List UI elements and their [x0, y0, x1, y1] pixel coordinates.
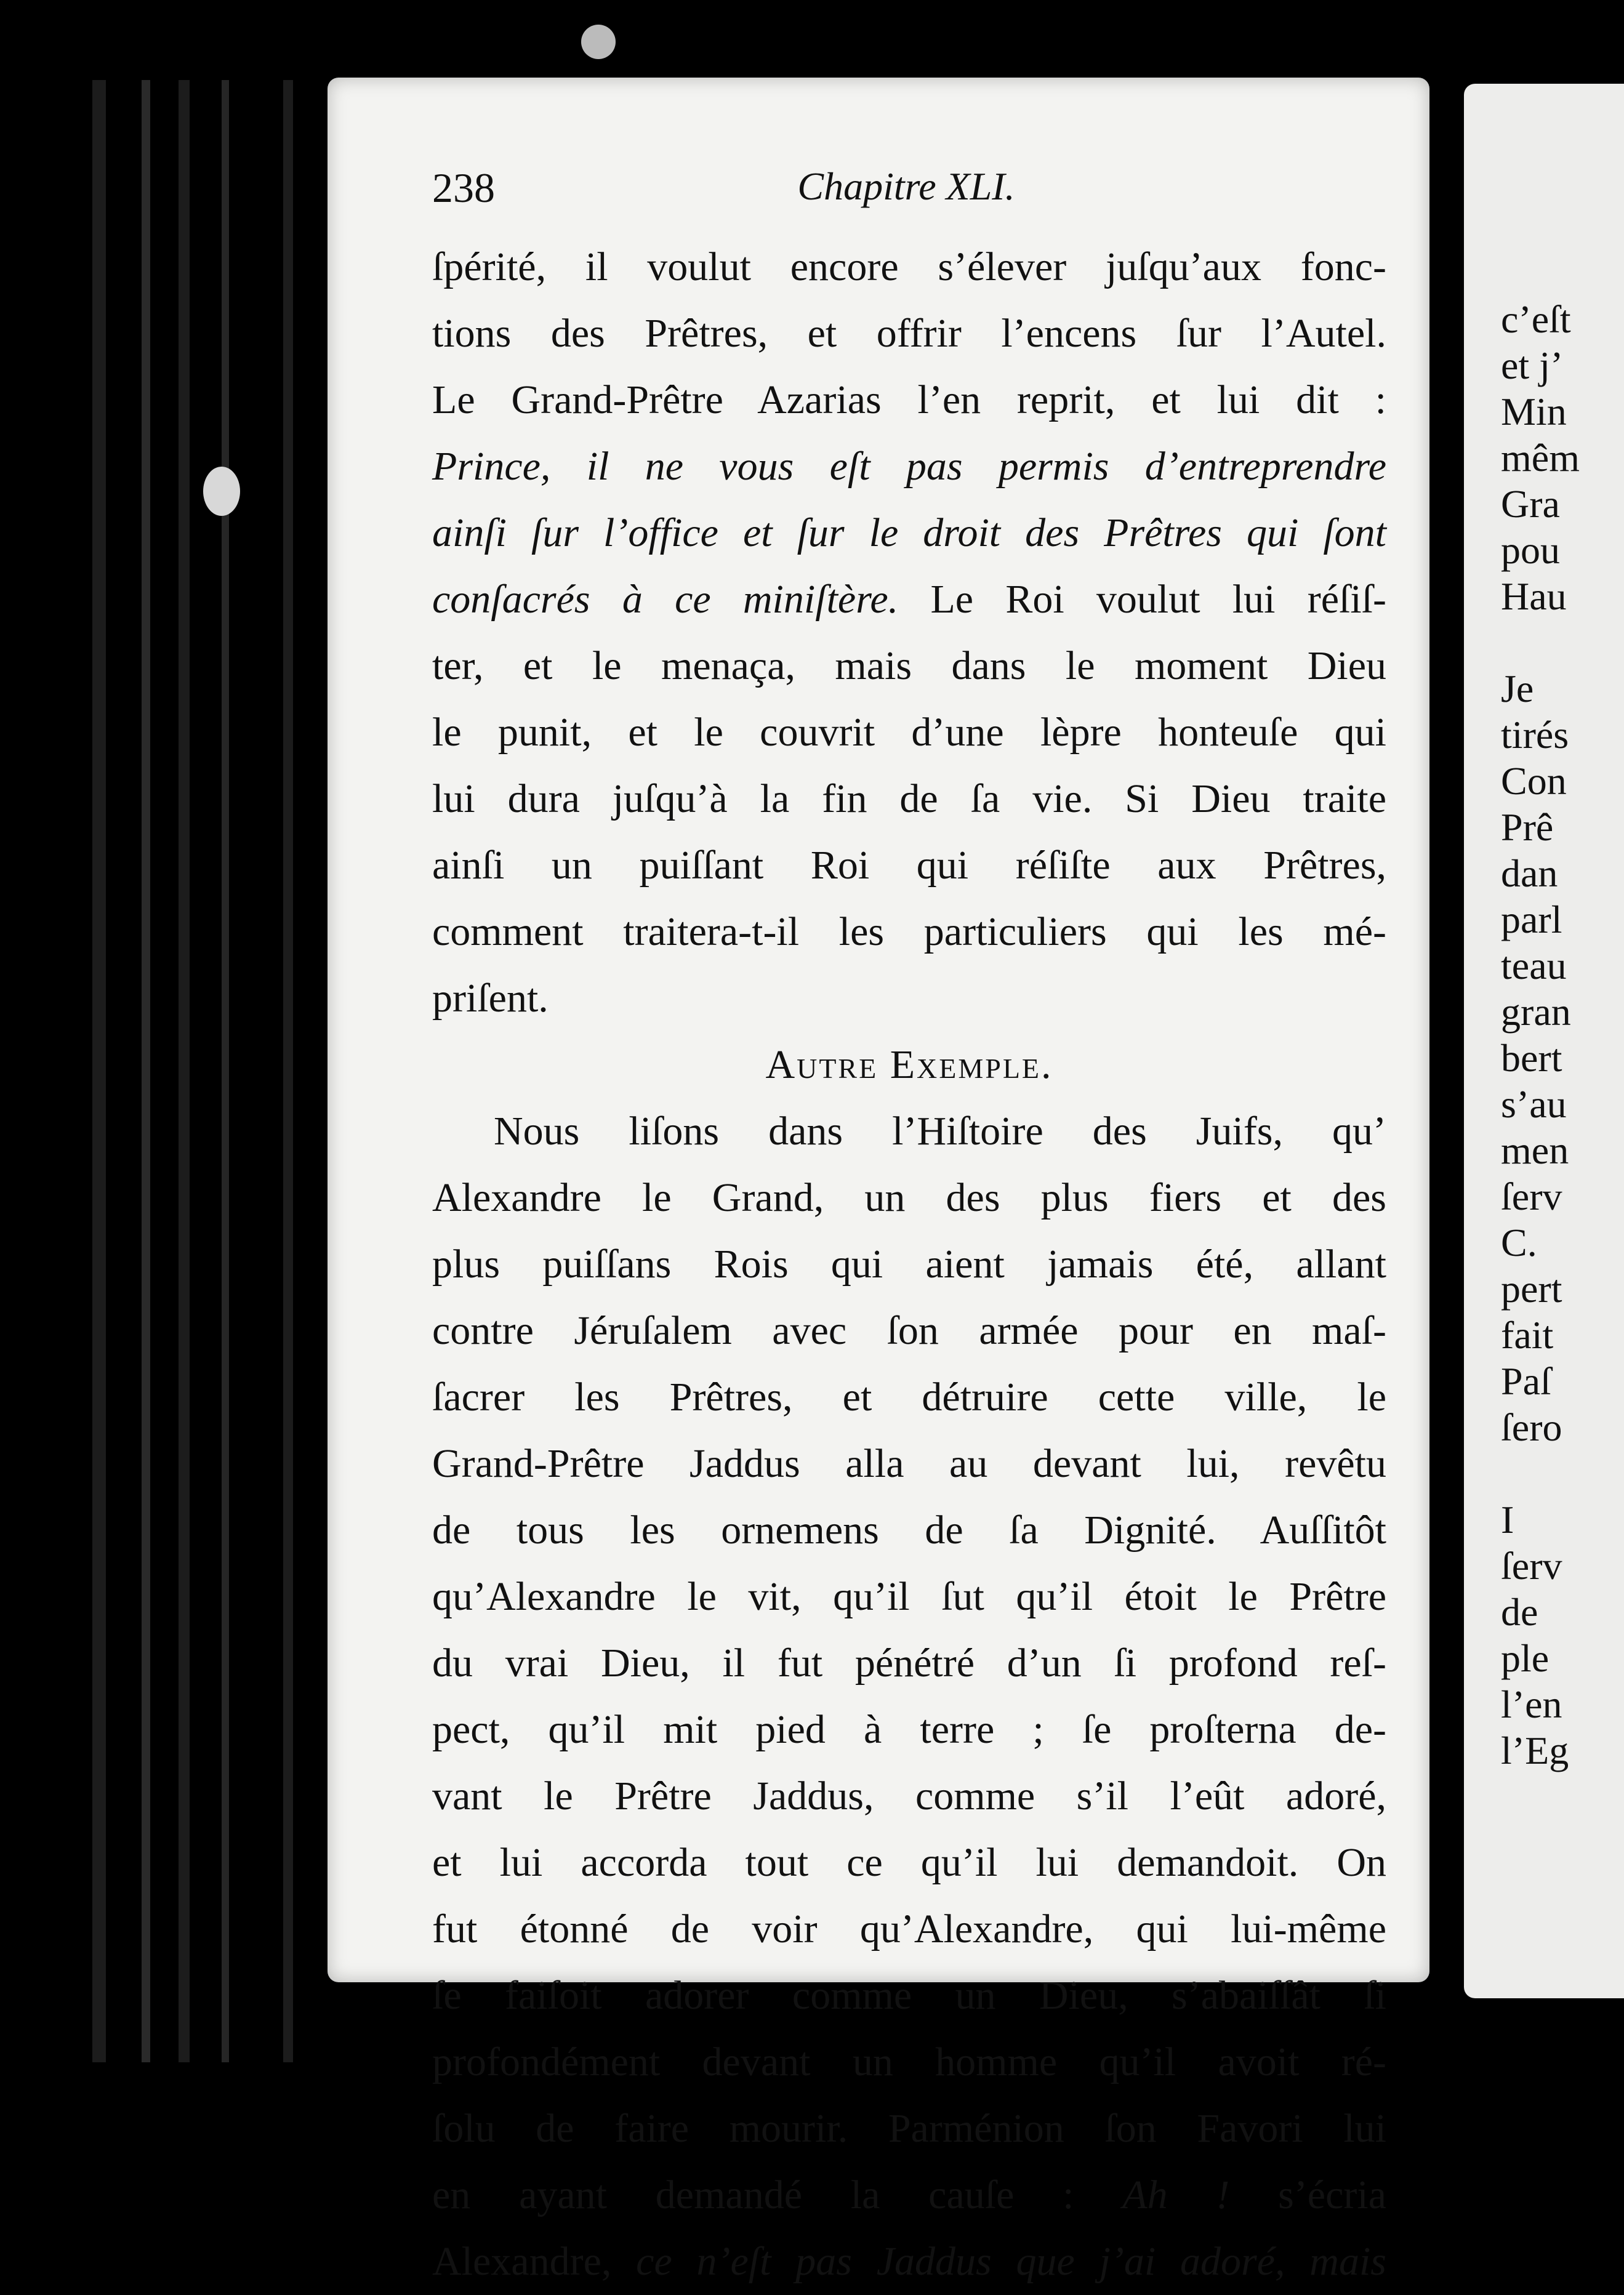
- text-segment: ſpérité, il voulut encore s’élever juſqu’aux fonc-: [432, 244, 1386, 289]
- text-segment: Le Grand-Prêtre Azarias l’en reprit, et lui dit :: [432, 377, 1386, 422]
- text-segment: vant le Prêtre Jaddus, comme s’il l’eût adoré,: [432, 1774, 1386, 1819]
- running-head: [432, 164, 1380, 225]
- text-segment: ſe faiſoit adorer comme un Dieu, s’abaiſſât ſi: [432, 1973, 1386, 2018]
- next-page-line: pou: [1501, 528, 1560, 572]
- text-line: [432, 633, 1386, 699]
- text-segment: conſacrés à ce miniſtère.: [432, 577, 899, 622]
- next-page-line: Con: [1501, 759, 1567, 803]
- text-segment: plus puiſſans Rois qui aient jamais été, allant: [432, 1242, 1386, 1287]
- text-segment: priſent.: [432, 976, 549, 1021]
- text-line: [432, 367, 1386, 433]
- text-line: [432, 2029, 1386, 2096]
- text-segment: en ayant demandé la cauſe :: [432, 2172, 1123, 2217]
- next-page-line: men: [1501, 1128, 1569, 1172]
- next-page-line: c’eſt: [1501, 297, 1571, 341]
- text-segment: et lui accorda tout ce qu’il lui demandoit. On: [432, 1840, 1386, 1885]
- text-segment: le punit, et le couvrit d’une lèpre honteuſe qui: [432, 710, 1386, 755]
- next-page-line: Paſ: [1501, 1359, 1551, 1403]
- text-line: [432, 2162, 1386, 2229]
- text-segment: ſolu de faire mourir. Parménion ſon Favori lui: [432, 2106, 1386, 2151]
- text-line: [432, 1298, 1386, 1364]
- paper-speck: [203, 467, 240, 516]
- text-line: [432, 1231, 1386, 1298]
- page-body-text: [432, 234, 1386, 2295]
- text-segment: Autre Exemple.: [765, 1042, 1053, 1087]
- next-page-line: ſerv: [1501, 1175, 1562, 1218]
- text-segment: ter, et le menaça, mais dans le moment Dieu: [432, 643, 1386, 688]
- text-line: [432, 500, 1386, 566]
- next-page-line: teau: [1501, 944, 1567, 987]
- next-page-line: [1501, 1450, 1580, 1497]
- text-line: [432, 1830, 1386, 1896]
- text-line: [432, 832, 1386, 899]
- next-page-line: et j’: [1501, 344, 1564, 387]
- text-line: [432, 1165, 1386, 1231]
- text-line: [432, 766, 1386, 832]
- text-segment: qu’Alexandre le vit, qu’il ſut qu’il étoit le Prêtre: [432, 1574, 1386, 1619]
- top-ornament: [581, 25, 616, 59]
- next-page-line: l’en: [1501, 1682, 1562, 1726]
- next-page-line: de: [1501, 1590, 1538, 1634]
- text-segment: contre Jéruſalem avec ſon armée pour en maſ-: [432, 1308, 1386, 1353]
- next-page-line: ſero: [1501, 1405, 1562, 1449]
- text-segment: Alexandre,: [432, 2239, 637, 2284]
- text-line: [432, 1497, 1386, 1564]
- text-line: [432, 300, 1386, 367]
- text-line: [432, 1564, 1386, 1630]
- text-segment: de tous les ornemens de ſa Dignité. Auſſitôt: [432, 1508, 1386, 1553]
- text-line: [432, 2096, 1386, 2162]
- next-page-line: tirés: [1501, 713, 1569, 757]
- text-segment: Alexandre le Grand, un des plus fiers et des: [432, 1175, 1386, 1220]
- text-segment: ainſi un puiſſant Roi qui réſiſte aux Prêtres,: [432, 843, 1386, 888]
- text-segment: profondément devant un homme qu’il avoit ré-: [432, 2040, 1386, 2084]
- next-page-line: fait: [1501, 1313, 1554, 1357]
- next-page-line: ſerv: [1501, 1544, 1562, 1588]
- text-line: [432, 1896, 1386, 1963]
- chapter-title: Chapitre XLI.: [797, 164, 1015, 208]
- page-number: 238: [432, 164, 495, 211]
- next-page-line: Gra: [1501, 482, 1560, 526]
- text-line: [432, 433, 1386, 500]
- text-line: [432, 1630, 1386, 1697]
- next-page-line: gran: [1501, 990, 1571, 1034]
- section-heading: [432, 1032, 1386, 1098]
- next-page-line: Je: [1501, 667, 1534, 710]
- text-line: [432, 1963, 1386, 2029]
- text-segment: s’écria: [1229, 2172, 1386, 2217]
- text-segment: Le Roi voulut lui réſiſ-: [898, 577, 1387, 622]
- text-line: [432, 899, 1386, 965]
- text-segment: ſacrer les Prêtres, et détruire cette ville, le: [432, 1375, 1386, 1420]
- text-line: [432, 1431, 1386, 1497]
- text-line: [432, 1763, 1386, 1830]
- text-line: [432, 2229, 1386, 2295]
- text-segment: Ah !: [1122, 2172, 1230, 2217]
- next-page-line: s’au: [1501, 1082, 1567, 1126]
- text-segment: fut étonné de voir qu’Alexandre, qui lui-même: [432, 1907, 1386, 1951]
- text-segment: Grand-Prêtre Jaddus alla au devant lui, revêtu: [432, 1441, 1386, 1486]
- text-segment: ce n’eſt pas Jaddus que j’ai adoré, mais: [636, 2239, 1386, 2284]
- text-segment: comment traitera-t-il les particuliers qui les mé-: [432, 909, 1386, 954]
- next-page-line: parl: [1501, 898, 1562, 941]
- text-segment: lui dura juſqu’à la fin de ſa vie. Si Dieu traite: [432, 776, 1386, 821]
- next-page-line: Prê: [1501, 805, 1554, 849]
- text-segment: ainſi ſur l’office et ſur le droit des Prêtres qui ſont: [432, 510, 1386, 555]
- text-line: [432, 965, 1386, 1032]
- next-page-line: Min: [1501, 390, 1567, 433]
- text-line: [432, 699, 1386, 766]
- next-page-line: ple: [1501, 1636, 1550, 1680]
- next-page-line: l’Eg: [1501, 1729, 1569, 1772]
- next-page-line: bert: [1501, 1036, 1562, 1080]
- next-page-line: mêm: [1501, 436, 1580, 480]
- next-page-line: dan: [1501, 851, 1558, 895]
- text-line: [432, 1364, 1386, 1431]
- book-page: [328, 78, 1429, 2284]
- next-page-text: [1501, 296, 1580, 1774]
- next-page-line: I: [1501, 1498, 1514, 1541]
- text-segment: Prince, il ne vous eſt pas permis d’entreprendre: [432, 444, 1386, 489]
- next-page-line: [1501, 619, 1580, 665]
- next-page-line: C.: [1501, 1221, 1537, 1264]
- text-line: [432, 566, 1386, 633]
- next-page-line: pert: [1501, 1267, 1562, 1311]
- text-segment: du vrai Dieu, il fut pénétré d’un ſi profond reſ-: [432, 1641, 1386, 1686]
- book-binding: [80, 80, 326, 2062]
- text-line: [432, 234, 1386, 300]
- text-segment: Nous liſons dans l’Hiſtoire des Juifs, qu’: [494, 1109, 1386, 1154]
- text-line: [432, 1098, 1386, 1165]
- text-segment: tions des Prêtres, et offrir l’encens ſur l’Autel.: [432, 311, 1386, 356]
- text-line: [432, 1697, 1386, 1763]
- next-page-line: Hau: [1501, 574, 1567, 618]
- next-page-fragment: [1464, 84, 1624, 1998]
- text-segment: pect, qu’il mit pied à terre ; ſe proſterna de-: [432, 1707, 1386, 1752]
